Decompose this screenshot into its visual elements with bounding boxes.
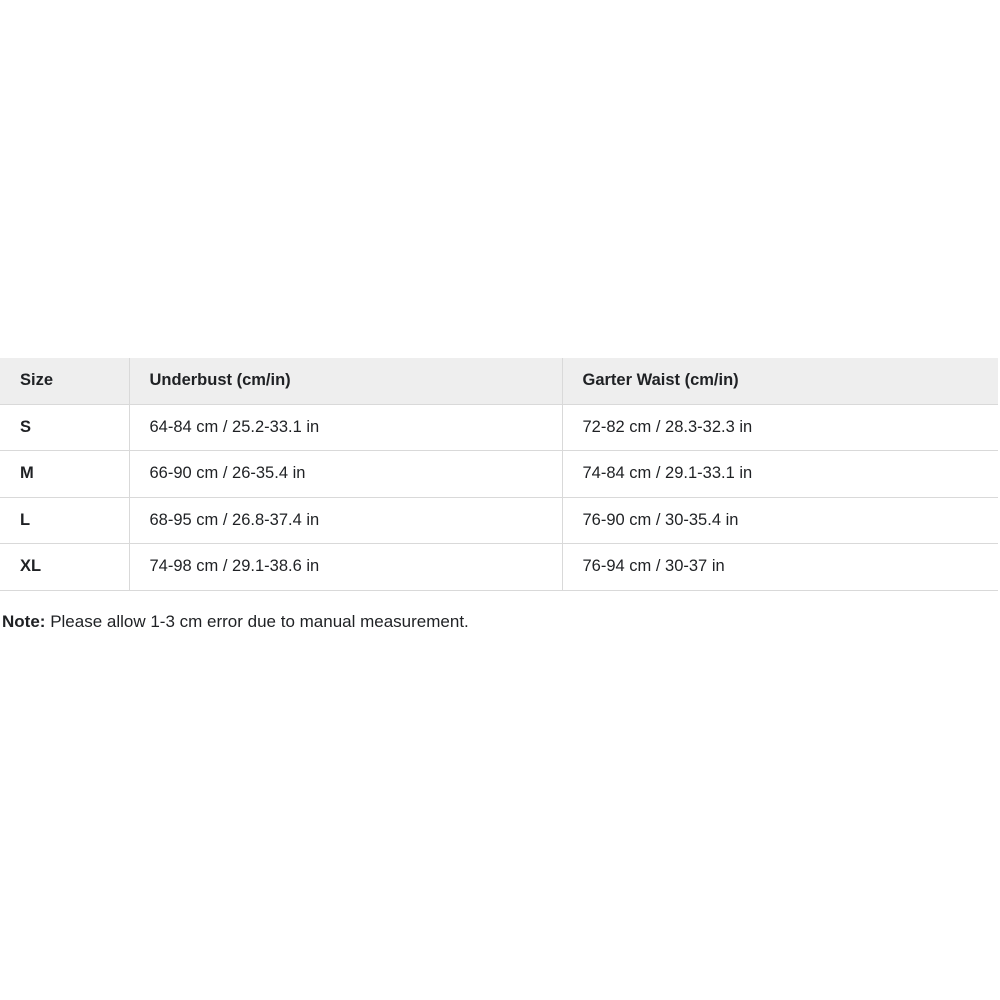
cell-underbust: 74-98 cm / 29.1-38.6 in (129, 544, 562, 591)
column-header-size: Size (0, 358, 129, 404)
measurement-note (0, 610, 998, 634)
table-row (0, 497, 998, 544)
cell-underbust: 66-90 cm / 26-35.4 in (129, 451, 562, 498)
size-chart-table (0, 358, 998, 591)
cell-garter-waist: 76-90 cm / 30-35.4 in (562, 497, 998, 544)
table-row (0, 451, 998, 498)
table-row (0, 404, 998, 451)
table-header (0, 358, 998, 404)
table-row (0, 544, 998, 591)
note-label: Note: (2, 612, 46, 631)
size-chart-container (0, 358, 998, 591)
note-text: Please allow 1-3 cm error due to manual measurement. (50, 612, 469, 631)
cell-garter-waist: 72-82 cm / 28.3-32.3 in (562, 404, 998, 451)
cell-size: L (0, 497, 129, 544)
cell-size: M (0, 451, 129, 498)
cell-underbust: 68-95 cm / 26.8-37.4 in (129, 497, 562, 544)
table-header-row (0, 358, 998, 404)
table-body (0, 404, 998, 590)
cell-garter-waist: 74-84 cm / 29.1-33.1 in (562, 451, 998, 498)
cell-underbust: 64-84 cm / 25.2-33.1 in (129, 404, 562, 451)
cell-size: XL (0, 544, 129, 591)
column-header-underbust: Underbust (cm/in) (129, 358, 562, 404)
column-header-garter-waist: Garter Waist (cm/in) (562, 358, 998, 404)
cell-garter-waist: 76-94 cm / 30-37 in (562, 544, 998, 591)
cell-size: S (0, 404, 129, 451)
